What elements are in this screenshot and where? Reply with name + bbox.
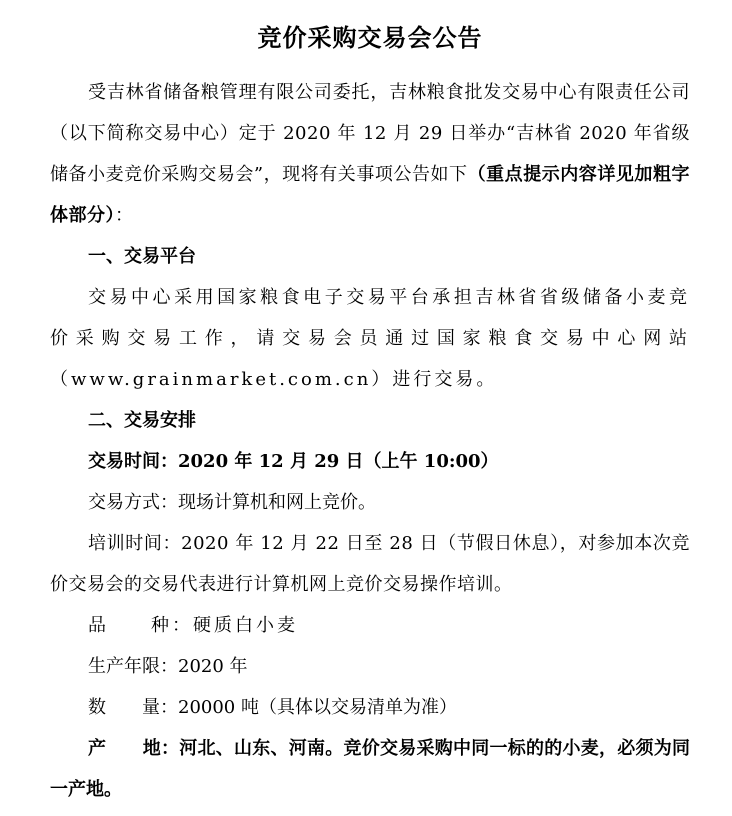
intro-text: 受吉林省储备粮管理有限公司委托，吉林粮食批发交易中心有限责任公司（以下简称交易中心）定于 2020 年 12 月 29 日举办“吉林省 2020 年省级储备小麦竞价采购交易会”，现将有关事项公告如下 <box>50 82 690 185</box>
section2-heading: 二、交易安排 <box>88 410 196 431</box>
intro-bold-note: （重点提示内容详见加粗字体部分） <box>50 164 690 226</box>
section1-heading: 一、交易平台 <box>88 246 196 267</box>
intro-end: ： <box>115 205 134 226</box>
variety: 品 种：硬质白小麦 <box>88 615 298 636</box>
origin: 产 地：河北、山东、河南。竞价交易采购中同一标的的小麦，必须为同一产地。 <box>50 738 690 800</box>
trade-method: 交易方式：现场计算机和网上竞价。 <box>88 492 376 513</box>
trade-time: 交易时间：2020 年 12 月 29 日（上午 10:00） <box>88 451 499 472</box>
intro-paragraph <box>50 72 690 236</box>
quantity: 数 量：20000 吨（具体以交易清单为准） <box>88 697 457 718</box>
training-time: 培训时间：2020 年 12 月 22 日至 28 日（节假日休息），对参加本次竞价交易会的交易代表进行计算机网上竞价交易操作培训。 <box>50 533 690 595</box>
section1-body: 交易中心采用国家粮食电子交易平台承担吉林省省级储备小麦竞价采购交易工作，请交易会员通过国家粮食交易中心网站（www.grainmarket.com.cn）进行交易。 <box>50 287 690 390</box>
document-title: 竞价采购交易会公告 <box>257 23 483 52</box>
production-year: 生产年限：2020 年 <box>88 656 248 677</box>
